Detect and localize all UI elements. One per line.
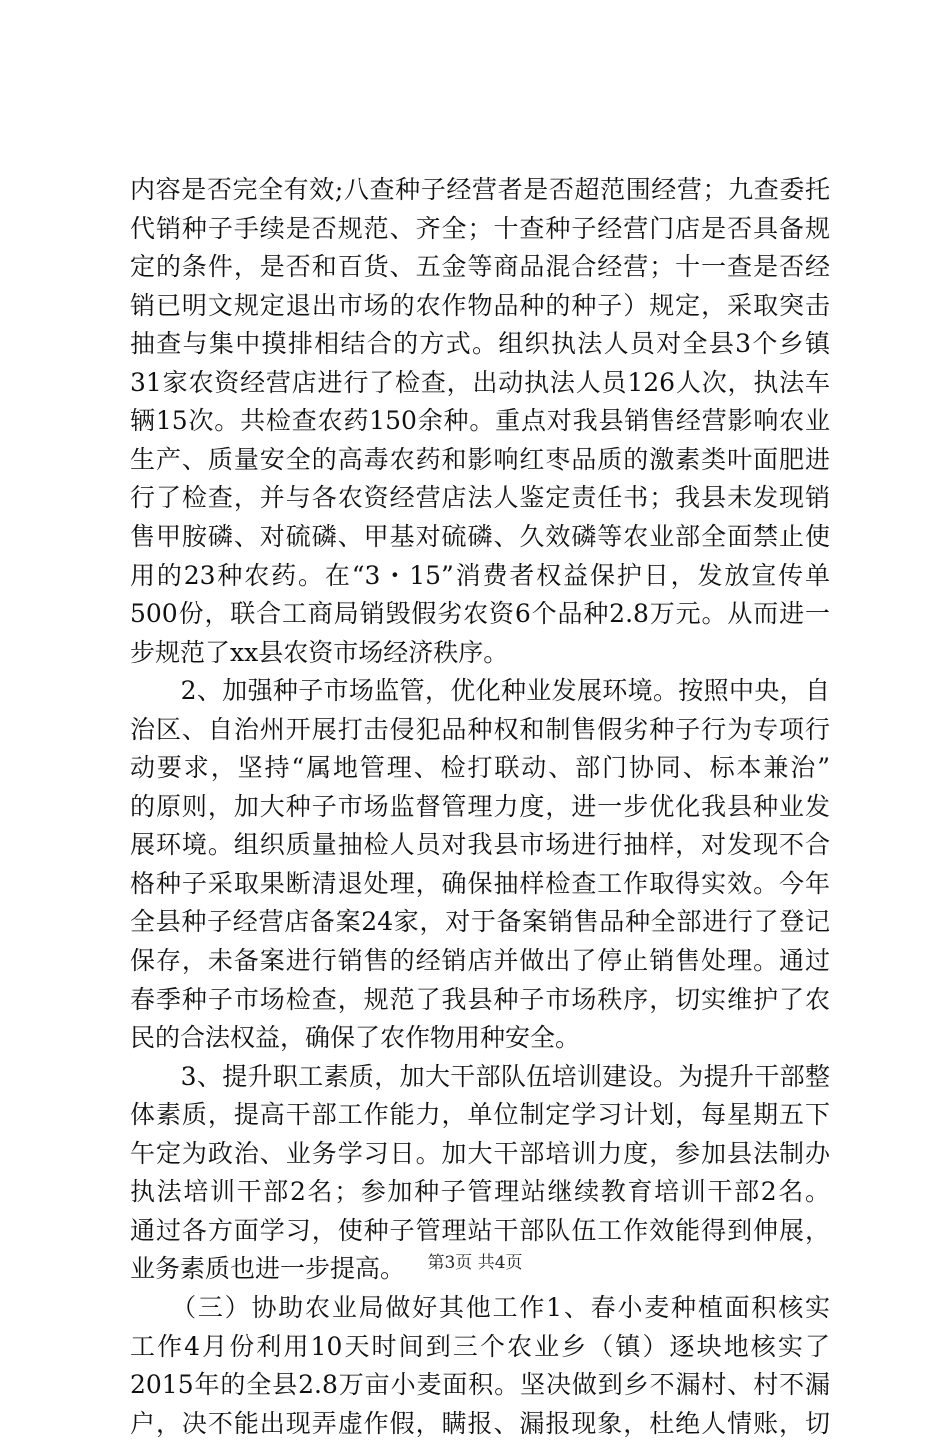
text-line: 户，决不能出现弄虚作假，瞒报、漏报现象，杜绝人情账，切: [130, 1408, 830, 1438]
text-line: 保存，未备案进行销售的经销店并做出了停止销售处理。通过: [130, 946, 830, 975]
text-line: 午定为政治、业务学习日。加大干部培训力度，参加县法制办: [130, 1138, 830, 1168]
text-line: 工作4月份利用10天时间到三个农业乡（镇）逐块地核实了: [130, 1331, 830, 1361]
text-line: 步规范了xx县农资市场经济秩序。: [130, 637, 509, 667]
text-line: 3、提升职工素质，加大干部队伍培训建设。为提升干部整: [130, 1061, 830, 1091]
text-line: 抽查与集中摸排相结合的方式。组织执法人员对全县3个乡镇: [130, 329, 830, 359]
text-line: 的原则，加大种子市场监督管理力度，进一步优化我县种业发: [130, 791, 830, 821]
text-line: 用的23种农药。在“3・15”消费者权益保护日，发放宣传单: [130, 560, 830, 590]
text-line: 动要求，坚持“属地管理、检打联动、部门协同、标本兼治”: [130, 753, 830, 783]
page-footer: 第3页 共4页: [427, 1253, 523, 1273]
text-line: 辆15次。共检查农药150余种。重点对我县销售经营影响农业: [130, 406, 830, 436]
text-line: 定的条件，是否和百货、五金等商品混合经营；十一查是否经: [130, 252, 830, 282]
text-line: 展环境。组织质量抽检人员对我县市场进行抽样，对发现不合: [130, 830, 830, 860]
text-line: 销已明文规定退出市场的农作物品种的种子）规定，采取突击: [130, 290, 830, 320]
text-line: 治区、自治州开展打击侵犯品种权和制售假劣种子行为专项行: [130, 714, 830, 744]
text-line: 格种子采取果断清退处理，确保抽样检查工作取得实效。今年: [130, 868, 830, 898]
text-line: 500份，联合工商局销毁假劣农资6个品种2.8万元。从而进一: [130, 599, 830, 629]
text-line: 业务素质也进一步提高。: [130, 1254, 406, 1284]
text-line: 春季种子市场检查，规范了我县种子市场秩序，切实维护了农: [130, 984, 830, 1014]
text-line: 内容是否完全有效;八查种子经营者是否超范围经营；九查委托: [130, 175, 830, 204]
text-line: 民的合法权益，确保了农作物用种安全。: [130, 1023, 581, 1053]
text-line: （三）协助农业局做好其他工作1、春小麦种植面积核实: [130, 1292, 830, 1322]
text-line: 31家农资经营店进行了检查，出动执法人员126人次，执法车: [130, 367, 830, 397]
text-line: 生产、质量安全的高毒农药和影响红枣品质的激素类叶面肥进: [130, 444, 830, 474]
text-line: 执法培训干部2名；参加种子管理站继续教育培训干部2名。: [130, 1177, 830, 1207]
text-line: 售甲胺磷、对硫磷、甲基对硫磷、久效磷等农业部全面禁止使: [130, 521, 830, 551]
text-line: 全县种子经营店备案24家，对于备案销售品种全部进行了登记: [130, 907, 830, 937]
text-line: 体素质，提高干部工作能力，单位制定学习计划，每星期五下: [130, 1100, 830, 1130]
text-line: 代销种子手续是否规范、齐全；十查种子经营门店是否具备规: [130, 213, 830, 243]
text-line: 2、加强种子市场监管，优化种业发展环境。按照中央，自: [130, 676, 830, 706]
text-line: 2015年的全县2.8万亩小麦面积。坚决做到乡不漏村、村不漏: [130, 1370, 830, 1400]
text-line: 通过各方面学习，使种子管理站干部队伍工作效能得到伸展，: [130, 1215, 830, 1245]
text-line: 行了检查，并与各农资经营店法人鉴定责任书；我县未发现销: [130, 483, 830, 513]
